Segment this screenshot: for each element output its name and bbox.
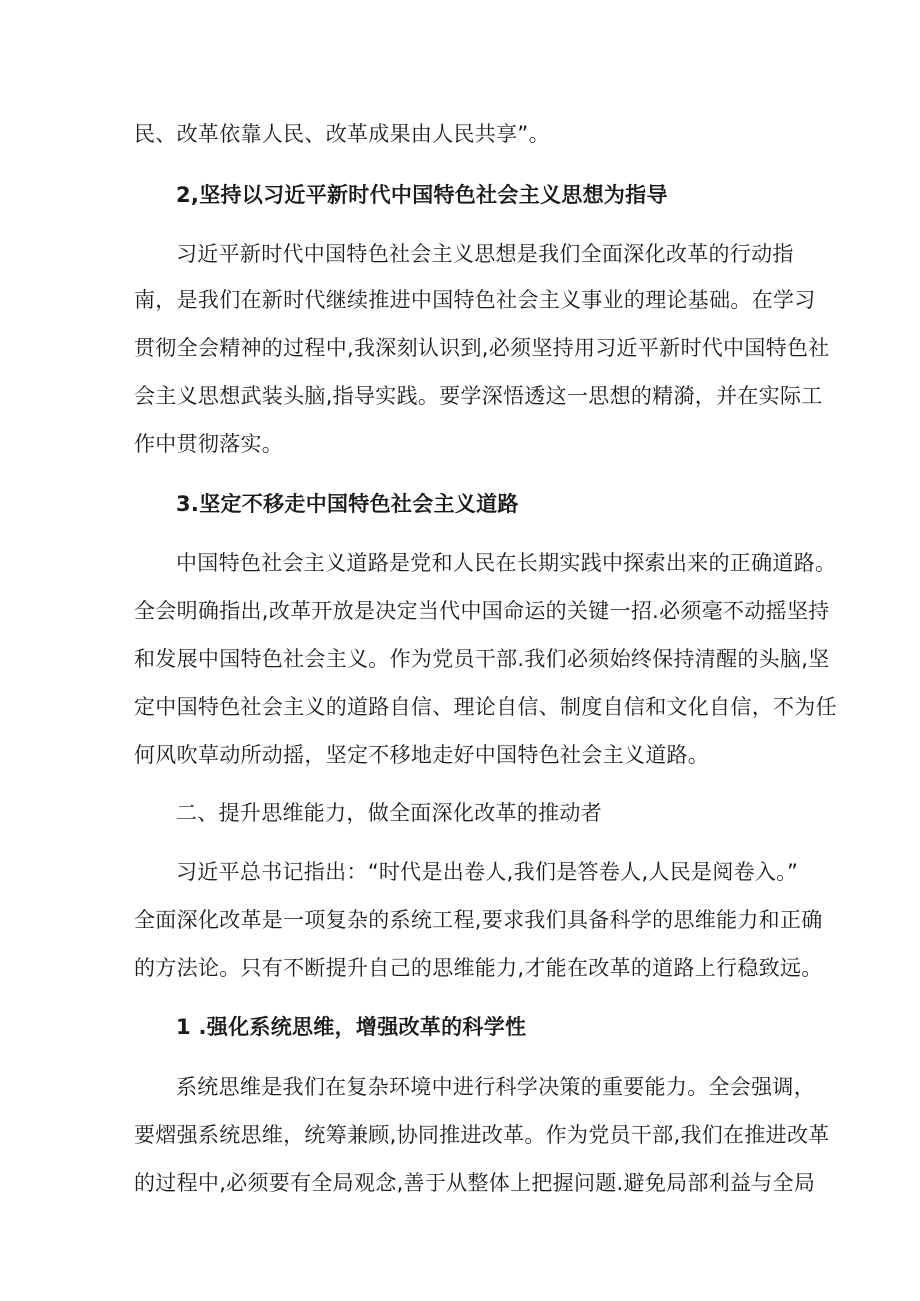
- paragraph-line: 民、改革依靠人民、改革成果由人民共享”。: [134, 122, 550, 146]
- paragraph-line: 何风吹草动所动摇，坚定不移地走好中国特色社会主义道路。: [134, 743, 710, 767]
- paragraph-line: 习近平总书记指出：“时代是出卷人,我们是答卷人,人民是阅卷入。”: [176, 860, 799, 884]
- paragraph-line: 贯彻全会精神的过程中,我深刻认识到,必须坚持用习近平新时代中国特色社: [134, 336, 830, 360]
- paragraph-line: 中国特色社会主义道路是党和人民在长期实践中探索出来的正确道路。: [176, 551, 837, 575]
- paragraph-line: 和发展中国特色社会主义。作为党员干部.我们必须始终保持清醒的头脑,坚: [134, 647, 830, 671]
- paragraph-line: 的方法论。只有不断提升自己的思维能力,才能在改革的道路上行稳致远。: [134, 956, 823, 980]
- section-heading: 二、提升思维能力，做全面深化改革的推动者: [176, 801, 602, 825]
- paragraph-line: 要熠强系统思维，统筹兼顾,协同推进改革。作为党员干部,我们在推进改革: [134, 1123, 830, 1147]
- paragraph-line: 的过程中,必须要有全局观念,善于从整体上把握问题.避免局部利益与全局: [134, 1171, 816, 1195]
- paragraph-line: 定中国特色社会主义的道路自信、理论自信、制度自信和文化自信，不为任: [134, 695, 837, 719]
- paragraph-line: 南，是我们在新时代继续推进中国特色社会主义事业的理论基础。在学习: [134, 288, 816, 312]
- section-heading: 2,坚持以习近平新时代中国特色社会主义思想为指导: [176, 183, 668, 207]
- paragraph-line: 全会明确指出,改革开放是决定当代中国命运的关键一招.必须毫不动摇坚持: [134, 599, 830, 623]
- paragraph-line: 作中贯彻落实。: [134, 432, 284, 456]
- paragraph-line: 习近平新时代中国特色社会主义思想是我们全面深化改革的行动指: [176, 242, 794, 266]
- paragraph-line: 全面深化改革是一项复杂的系统工程,要求我们具备科学的思维能力和正确: [134, 908, 823, 932]
- section-heading: 1 .强化系统思维，增强改革的科学性: [176, 1015, 527, 1039]
- section-heading: 3.坚定不移走中国特色社会主义道路: [176, 492, 519, 516]
- paragraph-line: 会主义思想武装头脑,指导实践。要学深悟透这一思想的精漪，并在实际工: [134, 384, 823, 408]
- paragraph-line: 系统思维是我们在复杂环境中进行科学决策的重要能力。全会强调，: [176, 1075, 815, 1099]
